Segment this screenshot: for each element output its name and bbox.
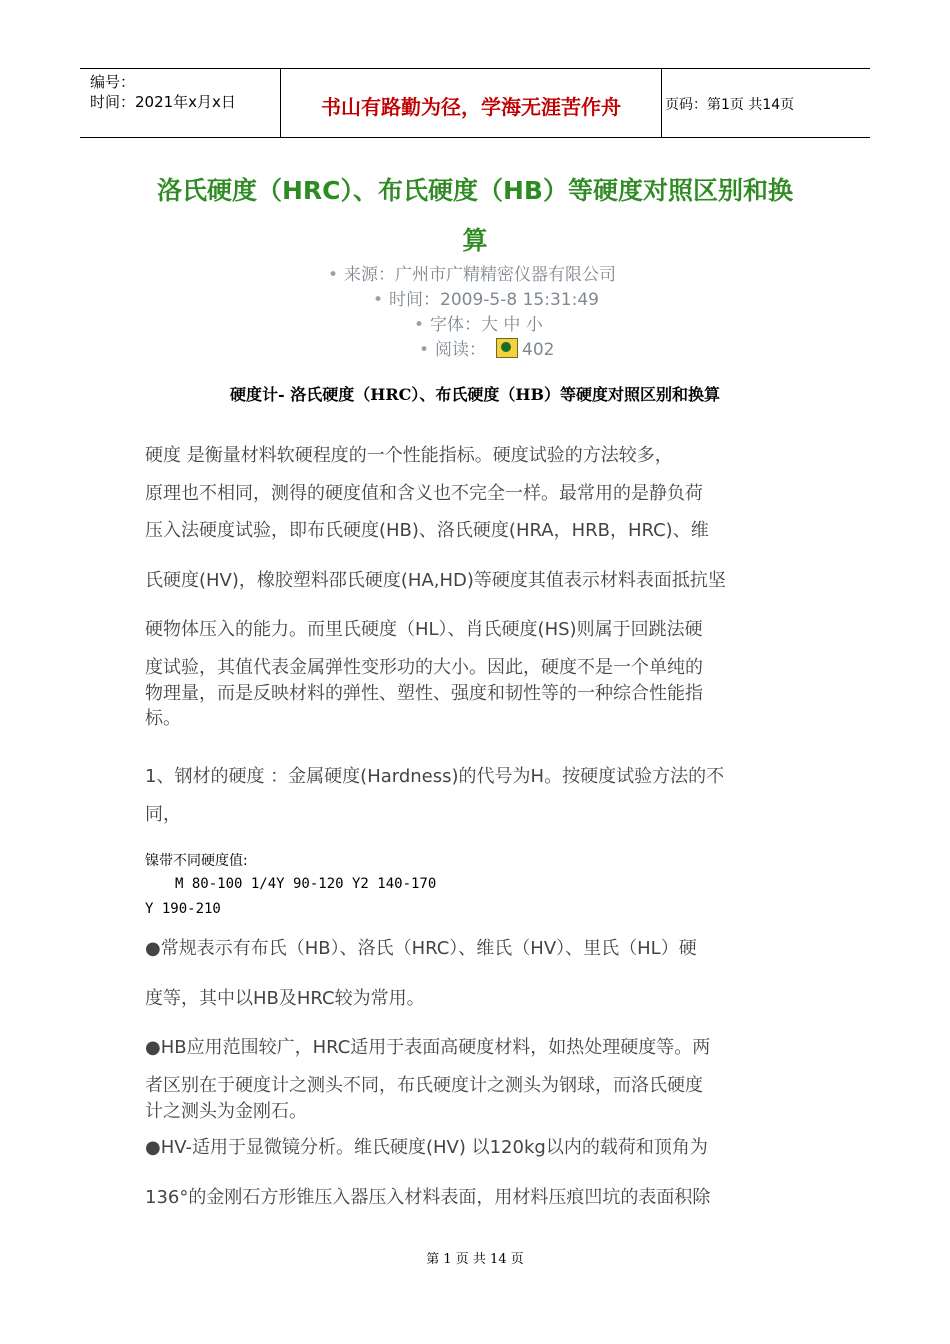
article-subtitle: 硬度计- 洛氏硬度（HRC）、布氏硬度（HB）等硬度对照区别和换算 [229,385,720,404]
body-line: 氏硬度(HV)，橡胶塑料邵氏硬度(HA,HD)等硬度其值表示材料表面抵抗坚 [145,570,726,591]
section-1-line: 同， [145,804,181,825]
body-line: 硬度 是衡量材料软硬程度的一个性能指标。硬度试验的方法较多， [145,445,673,466]
meta-time [0,285,950,310]
bullet-line: ●常规表示有布氏（HB）、洛氏（HRC）、维氏（HV）、里氏（HL）硬 [145,938,697,959]
meta-time-text: 时间：2009-5-8 15:31:49 [389,290,599,310]
nickel-row: M 80-100 1/4Y 90-120 Y2 140-170 [175,876,437,892]
meta-source [0,260,950,285]
meta-reads-label: 阅读： [435,340,487,360]
page-footer: 第 1 页 共 14 页 [426,1252,524,1267]
body-line: 压入法硬度试验，即布氏硬度(HB)、洛氏硬度(HRA，HRB，HRC)、维 [145,520,709,541]
page-title [90,166,860,266]
time-label: 时间：2021年x月x日 [90,93,236,111]
body-line: 原理也不相同，测得的硬度值和含义也不完全一样。最常用的是静负荷 [145,483,703,504]
bullet-line: 计之测头为金刚石。 [145,1101,307,1122]
bullet-line: ●HB应用范围较广，HRC适用于表面高硬度材料，如热处理硬度等。两 [145,1037,711,1058]
nickel-row: Y 190-210 [145,901,221,917]
bullet-line: 者区别在于硬度计之测头不同，布氏硬度计之测头为钢球，而洛氏硬度 [145,1075,703,1096]
reader-icon [496,338,518,358]
bullet-icon: • [419,340,430,360]
meta-reads-count: 402 [522,340,555,360]
meta-source-text: 来源：广州市广精精密仪器有限公司 [344,265,617,285]
nickel-label: 镍带不同硬度值: [145,853,248,869]
header-info-cell [80,69,280,137]
page-header [80,68,870,138]
bullet-line: 136°的金刚石方形锥压入器压入材料表面，用材料压痕凹坑的表面积除 [145,1187,711,1208]
bullet-icon: • [414,315,425,335]
meta-font-size-text[interactable]: 字体：大 中 小 [430,315,543,335]
bullet-icon: • [328,265,339,285]
section-1-line: 1、钢材的硬度 ：金属硬度(Hardness)的代号为H。按硬度试验方法的不 [145,766,725,787]
body-line: 度试验，其值代表金属弹性变形功的大小。因此，硬度不是一个单纯的 [145,657,703,678]
body-line: 物理量，而是反映材料的弹性、塑性、强度和韧性等的一种综合性能指 [145,683,703,704]
meta-font-size[interactable] [0,310,950,335]
bullet-line: ●HV-适用于显微镜分析。维氏硬度(HV) 以120kg以内的载荷和顶角为 [145,1137,708,1158]
bullet-icon: • [373,290,384,310]
header-page-info: 页码：第1页 共14页 [665,97,795,113]
meta-reads [0,335,950,360]
header-divider [661,69,662,137]
title-line-2: 算 [462,226,488,255]
bullet-line: 度等，其中以HB及HRC较为常用。 [145,988,425,1009]
body-line: 标。 [145,708,181,729]
title-line-1: 洛氏硬度（HRC）、布氏硬度（HB）等硬度对照区别和换 [156,176,793,205]
body-line: 硬物体压入的能力。而里氏硬度（HL）、肖氏硬度(HS)则属于回跳法硬 [145,619,703,640]
serial-label: 编号： [90,73,136,91]
header-motto: 书山有路勤为径，学海无涯苦作舟 [321,95,621,119]
